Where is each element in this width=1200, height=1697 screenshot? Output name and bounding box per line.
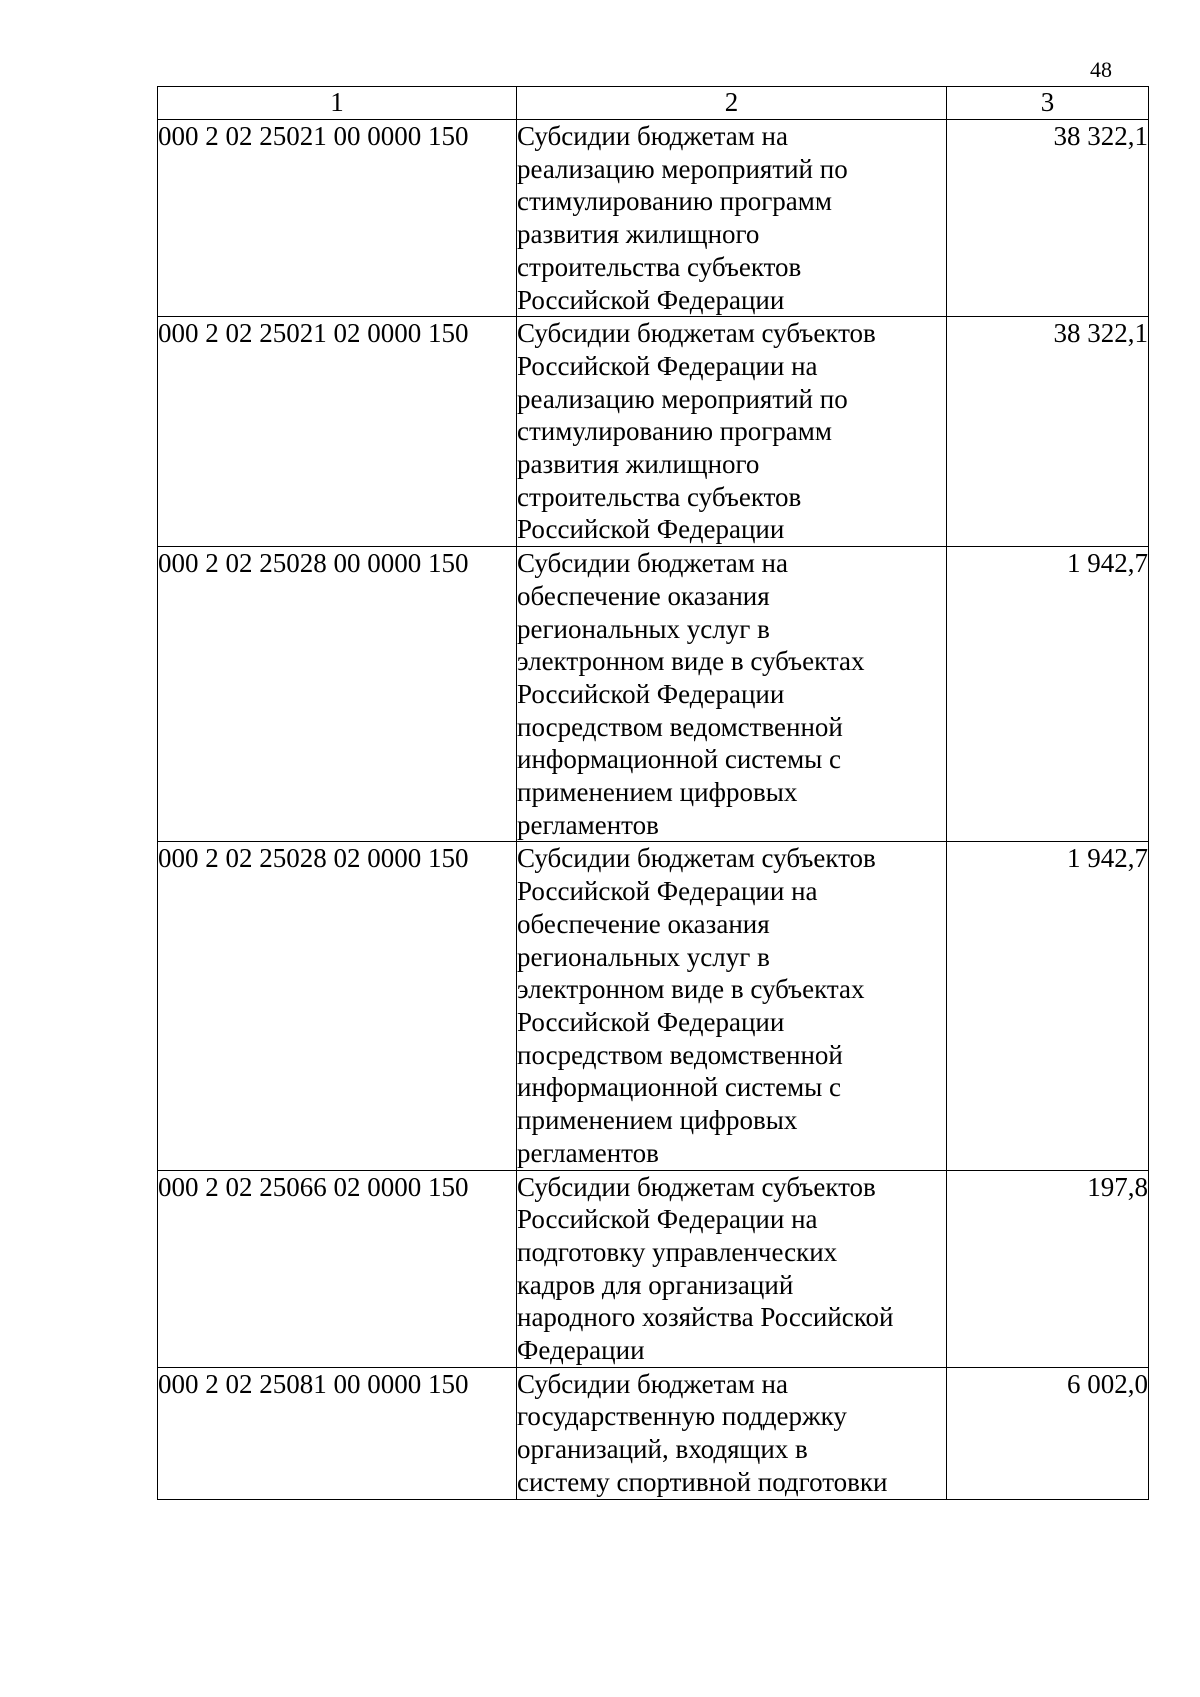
row-amount: 197,8 (947, 1170, 1149, 1367)
description-line: Российской Федерации (517, 678, 785, 709)
row-description (517, 1367, 947, 1499)
description-line: обеспечение оказания (517, 580, 770, 611)
row-description (517, 317, 947, 547)
description-line: стимулированию программ (517, 186, 832, 217)
description-line: Федерации (517, 1335, 645, 1366)
description-line: региональных услуг в (517, 941, 770, 972)
description-line: Российской Федерации (517, 514, 785, 545)
description-line: кадров для организаций (517, 1269, 794, 1300)
description-line: посредством ведомственной (517, 1039, 843, 1070)
column-header-1: 1 (158, 87, 517, 120)
row-amount: 38 322,1 (947, 317, 1149, 547)
description-line: систему спортивной подготовки (517, 1466, 888, 1497)
description-line: организаций, входящих в (517, 1434, 808, 1465)
row-amount: 38 322,1 (947, 120, 1149, 317)
description-line: Субсидии бюджетам субъектов (517, 318, 876, 349)
description-line: информационной системы с (517, 1072, 842, 1103)
description-line: Российской Федерации на (517, 1204, 818, 1235)
description-line: Субсидии бюджетам на (517, 548, 788, 579)
row-code: 000 2 02 25081 00 0000 150 (158, 1367, 517, 1499)
row-code: 000 2 02 25066 02 0000 150 (158, 1170, 517, 1367)
row-code: 000 2 02 25021 00 0000 150 (158, 120, 517, 317)
description-line: посредством ведомственной (517, 711, 843, 742)
description-line: подготовку управленческих (517, 1236, 838, 1267)
row-amount: 6 002,0 (947, 1367, 1149, 1499)
description-line: Субсидии бюджетам на (517, 121, 788, 151)
description-line: Российской Федерации (517, 1006, 785, 1037)
description-line: региональных услуг в (517, 613, 770, 644)
row-description (517, 1170, 947, 1367)
description-line: Субсидии бюджетам субъектов (517, 1171, 876, 1202)
row-amount: 1 942,7 (947, 842, 1149, 1170)
description-line: развития жилищного (517, 449, 760, 480)
page-number: 48 (1090, 57, 1112, 82)
table-row (158, 1170, 1149, 1367)
description-line: электронном виде в субъектах (517, 646, 865, 677)
description-line: регламентов (517, 1137, 659, 1168)
description-line: Российской Федерации на (517, 350, 818, 381)
row-description (517, 547, 947, 842)
description-line: Субсидии бюджетам субъектов (517, 843, 876, 874)
table-row (158, 1367, 1149, 1499)
description-line: Российской Федерации на (517, 876, 818, 907)
description-line: электронном виде в субъектах (517, 974, 865, 1005)
description-line: реализацию мероприятий по (517, 383, 848, 414)
row-code: 000 2 02 25021 02 0000 150 (158, 317, 517, 547)
description-line: развития жилищного (517, 219, 760, 250)
description-line: реализацию мероприятий по (517, 153, 848, 184)
row-description (517, 842, 947, 1170)
table-row (158, 842, 1149, 1170)
table-row (158, 547, 1149, 842)
description-line: Российской Федерации (517, 284, 785, 315)
description-line: применением цифровых (517, 1105, 798, 1136)
column-header-3: 3 (947, 87, 1149, 120)
row-code: 000 2 02 25028 00 0000 150 (158, 547, 517, 842)
description-line: государственную поддержку (517, 1401, 847, 1432)
table-header-row (158, 87, 1149, 120)
description-line: стимулированию программ (517, 416, 832, 447)
table-row (158, 317, 1149, 547)
description-line: Субсидии бюджетам на (517, 1368, 788, 1399)
column-header-2: 2 (517, 87, 947, 120)
description-line: строительства субъектов (517, 251, 802, 282)
description-line: регламентов (517, 809, 659, 840)
description-line: информационной системы с (517, 744, 842, 775)
description-line: народного хозяйства Российской (517, 1302, 894, 1333)
description-line: применением цифровых (517, 777, 798, 808)
table-row (158, 120, 1149, 317)
description-line: обеспечение оказания (517, 908, 770, 939)
budget-table (157, 86, 1149, 1500)
table-body (158, 120, 1149, 1500)
description-line: строительства субъектов (517, 481, 802, 512)
row-description (517, 120, 947, 317)
row-amount: 1 942,7 (947, 547, 1149, 842)
row-code: 000 2 02 25028 02 0000 150 (158, 842, 517, 1170)
